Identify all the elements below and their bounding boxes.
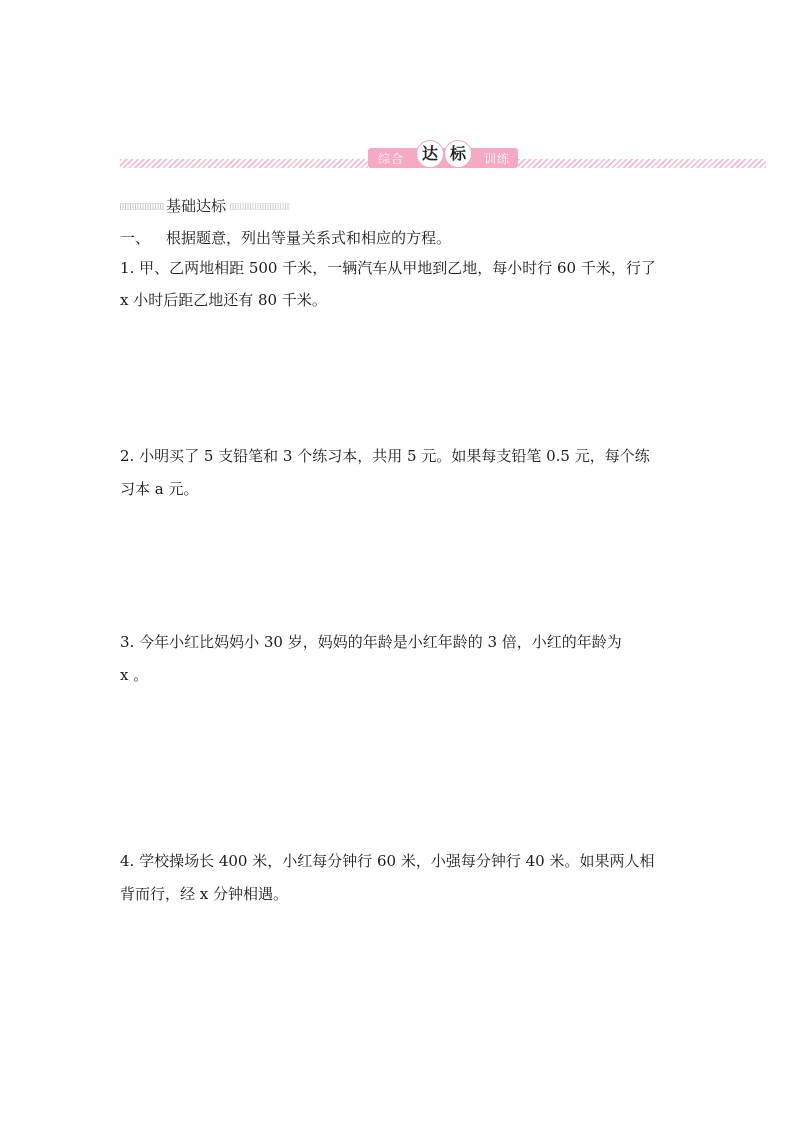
section-label: 基础达标 bbox=[166, 197, 227, 215]
banner-left-text: 综合 bbox=[378, 152, 405, 166]
problem-3-line-1: 3. 今年小红比妈妈小 30 岁，妈妈的年龄是小红年龄的 3 倍，小红的年龄为 bbox=[120, 633, 622, 651]
problem-2-line-2: 习本 a 元。 bbox=[120, 480, 199, 498]
banner-hatch-left bbox=[120, 159, 368, 168]
banner-char-2: 标 bbox=[444, 140, 472, 168]
banner-char-1: 达 bbox=[416, 140, 444, 168]
banner-right-text: 训练 bbox=[483, 152, 510, 166]
part-instruction: 根据题意，列出等量关系式和相应的方程。 bbox=[166, 229, 452, 247]
problem-3-line-2: x 。 bbox=[120, 666, 149, 684]
banner-hatch-right bbox=[518, 159, 766, 168]
problem-2-line-1: 2. 小明买了 5 支铅笔和 3 个练习本，共用 5 元。如果每支铅笔 0.5 元，每个练 bbox=[120, 447, 650, 465]
problem-4-line-2: 背而行，经 x 分钟相遇。 bbox=[120, 885, 288, 903]
section-dots-right bbox=[230, 203, 290, 210]
part-heading bbox=[120, 228, 451, 248]
part-number: 一、 bbox=[120, 229, 151, 247]
problem-1-line-1: 1. 甲、乙两地相距 500 千米，一辆汽车从甲地到乙地，每小时行 60 千米，行了 bbox=[120, 259, 656, 277]
problem-4-line-1: 4. 学校操场长 400 米，小红每分钟行 60 米，小强每分钟行 40 米。如果两人相 bbox=[120, 852, 655, 870]
section-heading bbox=[120, 197, 290, 215]
problem-1-line-2: x 小时后距乙地还有 80 千米。 bbox=[120, 291, 327, 309]
section-banner bbox=[120, 140, 766, 172]
section-dots-left bbox=[120, 203, 164, 210]
